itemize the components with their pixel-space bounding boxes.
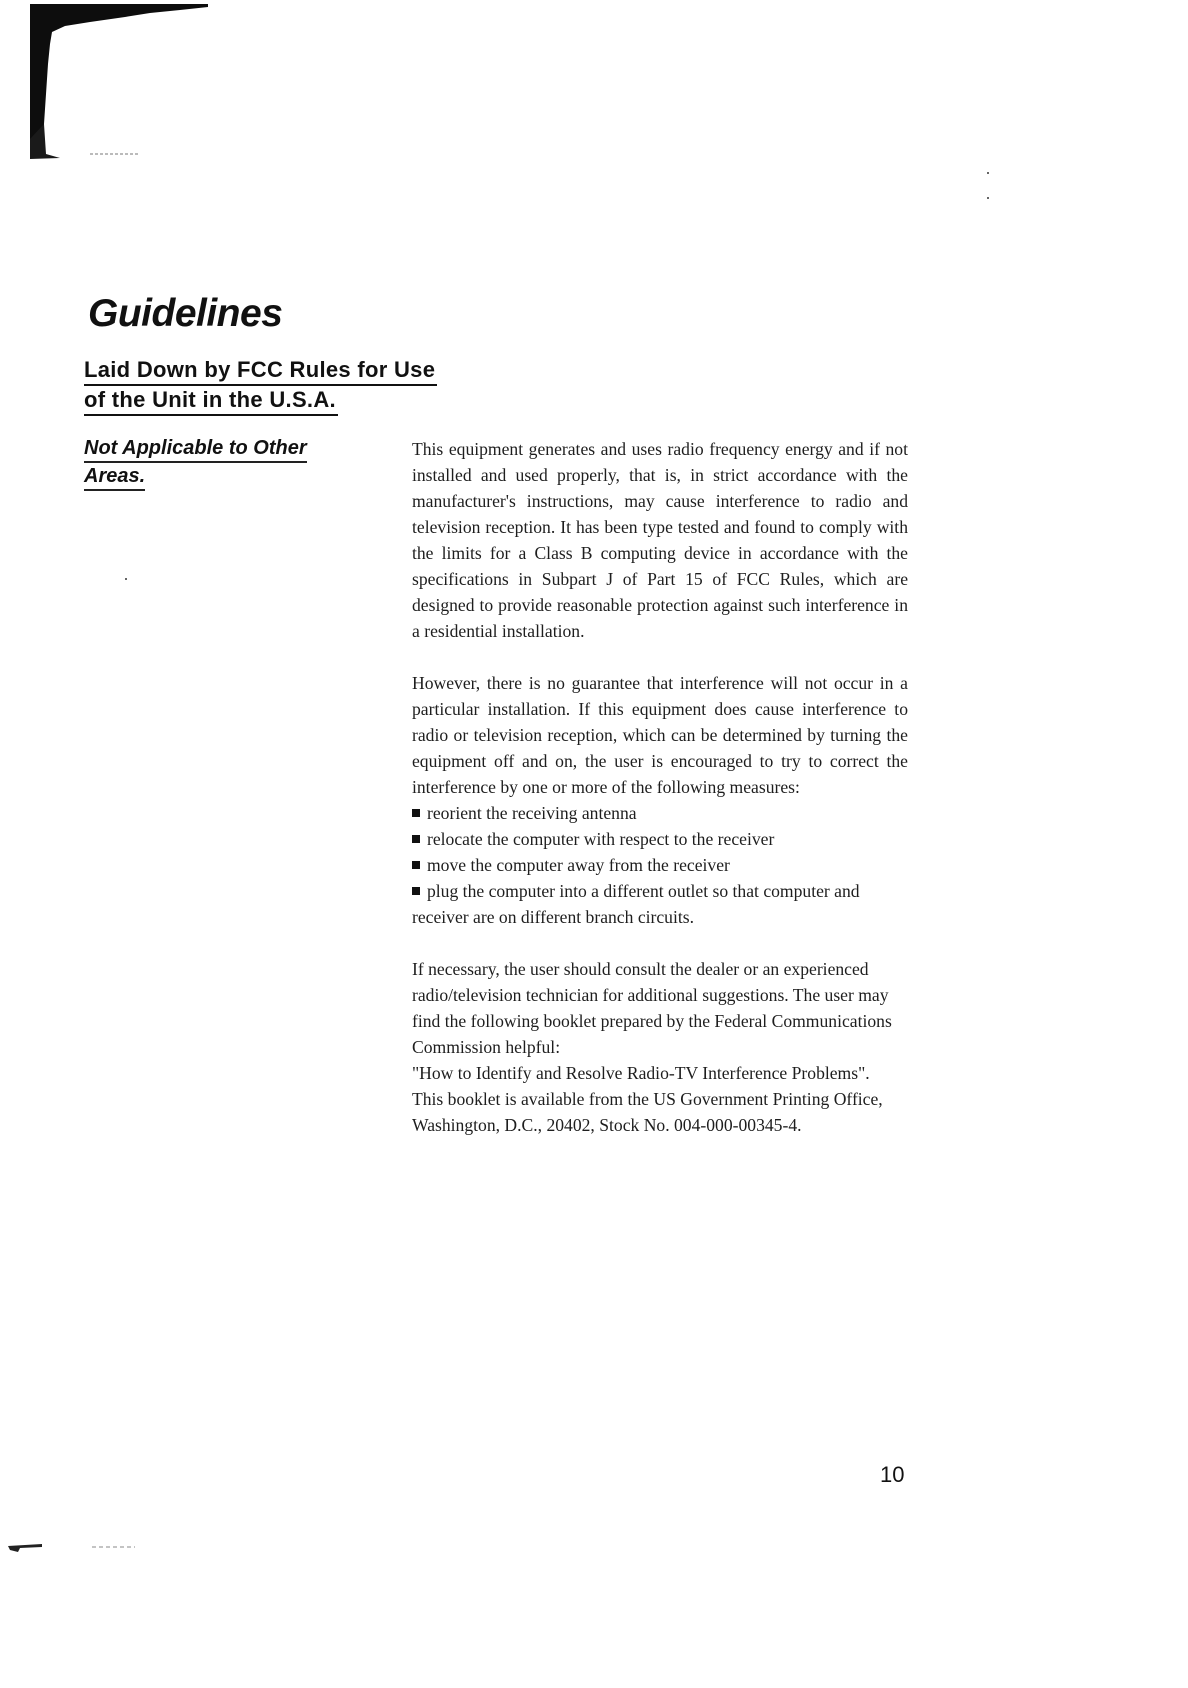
- page-subtitle: [84, 356, 504, 416]
- subtitle-line-2: of the Unit in the U.S.A.: [84, 386, 338, 416]
- booklet-title: "How to Identify and Resolve Radio-TV Interference Problems".: [412, 1063, 870, 1083]
- page-title: Guidelines: [88, 292, 283, 335]
- applicability-note-line-2: Areas.: [84, 463, 145, 491]
- paragraph-fcc-compliance: This equipment generates and uses radio frequency energy and if not installed and used properly, that is, in strict accordance with the manufacturer's instructions, may cause interference to radio and television reception. It has been type tested and found to comply with the limits for a Class B computing device in accordance with the specifications in Subpart J of Part 15 of FCC Rules, which are designed to provide reasonable protection against such interference in a residential installation.: [412, 439, 908, 641]
- page-number: 10: [880, 1462, 905, 1487]
- square-bullet-icon: [412, 809, 420, 817]
- paragraph-consult: If necessary, the user should consult the dealer or an experienced radio/television technician for additional suggestions. The user may find the following booklet prepared by the Federal Communications Commission helpful: "How to Identify and Resolve Radio-TV Interference Problems". This booklet is available from the US Government Printing Office, Washington, D.C., 20402, Stock No. 004-000-00345-4.: [412, 959, 892, 1135]
- paragraph-interference: However, there is no guarantee that interference will not occur in a particular installation. If this equipment does cause interference to radio or television reception, which can be determined by turning the equipment off and on, the user is encouraged to try to correct the interference by one or more of the following measures:: [412, 673, 908, 797]
- applicability-note: [84, 435, 364, 491]
- scan-bottom-mark: [0, 1538, 160, 1558]
- scan-speck: [987, 172, 989, 174]
- list-item: move the computer away from the receiver: [412, 852, 908, 878]
- scan-speck: [987, 197, 989, 199]
- list-item: reorient the receiving antenna: [412, 800, 908, 826]
- subtitle-line-1: Laid Down by FCC Rules for Use: [84, 356, 437, 386]
- booklet-info: This booklet is available from the US Government Printing Office, Washington, D.C., 20402, Stock No. 004-000-00345-4.: [412, 1089, 883, 1135]
- square-bullet-icon: [412, 835, 420, 843]
- scan-corner-mark: [30, 4, 230, 174]
- interference-section: [412, 670, 908, 930]
- square-bullet-icon: [412, 861, 420, 869]
- list-item: relocate the computer with respect to the receiver: [412, 826, 908, 852]
- scan-speck: [125, 578, 127, 580]
- body-text: [412, 436, 908, 1138]
- square-bullet-icon: [412, 887, 420, 895]
- applicability-note-line-1: Not Applicable to Other: [84, 435, 307, 463]
- list-item: plug the computer into a different outlet so that computer and receiver are on different branch circuits.: [412, 881, 860, 927]
- measures-list: [412, 800, 908, 930]
